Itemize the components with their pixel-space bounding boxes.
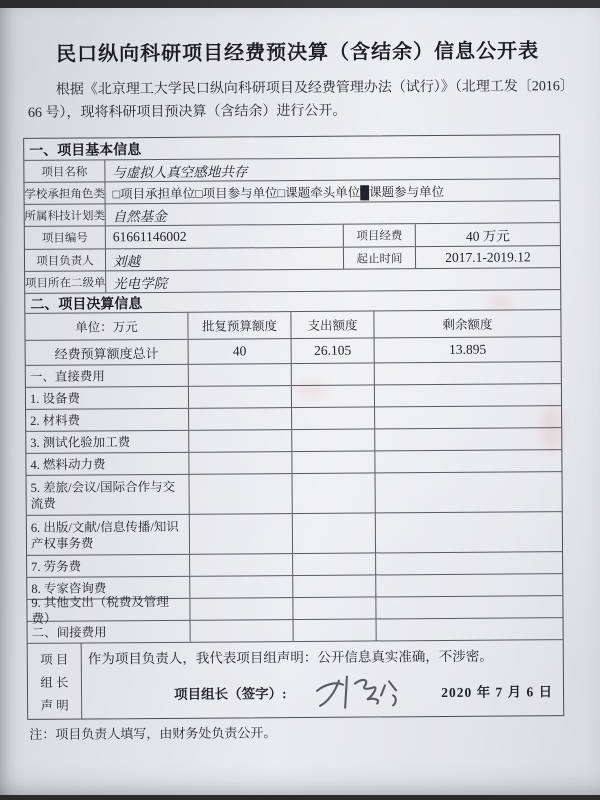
empty-spent-cell [291, 429, 374, 451]
empty-spent-cell [292, 473, 375, 513]
budget-total-remaining: 13.895 [374, 337, 561, 362]
empty-remaining-cell [375, 472, 562, 512]
project-leader-row [25, 245, 560, 271]
declaration-side-line: 组 长 [40, 675, 69, 690]
science-plan-label: 所属科技计划类 [24, 209, 105, 223]
expense-item-label: 5. 差旅/会议/国际合作与交流费 [30, 479, 176, 511]
project-code-label: 项目编号 [41, 232, 88, 245]
paper-sheet [0, 8, 600, 795]
signature-label: 项目组长（签字）: [173, 686, 287, 702]
intro-paragraph: 根据《北京理工大学民口纵向科研项目及经费管理办法（试行）》（北理工发〔2016〕66 号），现将科研项目预决算（含结余）进行公开。 [27, 79, 567, 121]
department-label: 项目所在二级单 [24, 276, 106, 290]
empty-approved-cell [189, 598, 292, 620]
disclosure-table [23, 134, 564, 720]
empty-spent-cell [291, 385, 374, 407]
expense-item-label: 4. 燃料动力费 [30, 456, 106, 472]
project-period-label: 起止时间 [343, 247, 415, 269]
empty-remaining-cell [375, 596, 562, 618]
expense-row-publication [27, 511, 562, 555]
empty-approved-cell [188, 386, 291, 408]
empty-spent-cell [291, 407, 374, 429]
signature-row [82, 672, 563, 711]
section1-header-row [24, 135, 559, 160]
expense-item-label: 二、间接费用 [31, 624, 107, 640]
declaration-row [28, 639, 564, 719]
empty-remaining-cell [376, 618, 563, 640]
section2-header-row [25, 289, 560, 313]
expense-row-fuel [26, 449, 561, 475]
signature-date: 2020 年 7 月 6 日 [441, 684, 554, 701]
empty-remaining-cell [375, 574, 562, 596]
expense-item-label: 7. 劳务费 [31, 559, 82, 574]
project-name-row [24, 156, 559, 182]
school-role-row [24, 178, 559, 204]
empty-spent-cell [292, 553, 375, 575]
expense-row-other [27, 594, 562, 626]
section1-header: 一、项目基本信息 [29, 140, 142, 158]
expense-item-label: 3. 测试化验加工费 [30, 434, 131, 450]
handwritten-signature-icon [312, 673, 407, 710]
expense-item-label: 6. 出版/文献/信息传播/知识产权事务费 [30, 519, 179, 551]
project-code-value: 61661146002 [105, 225, 343, 249]
column-approved-budget: 批复预算额度 [187, 312, 290, 339]
column-remaining: 剩余额度 [373, 310, 560, 337]
empty-spent-cell [291, 363, 374, 385]
project-code-row [25, 222, 560, 249]
expense-item-label: 8. 专家咨询费 [31, 580, 107, 596]
declaration-side-line: 声 明 [40, 698, 69, 713]
empty-approved-cell [189, 576, 292, 598]
school-role-label: 学校承担角色类 [24, 187, 105, 201]
empty-approved-cell [188, 364, 291, 386]
expense-row-direct [26, 361, 561, 387]
section2-header: 二、项目决算信息 [30, 294, 143, 312]
science-plan-value: 自然基金 [105, 201, 560, 225]
empty-spent-cell [291, 451, 374, 473]
project-fund-value: 40 万元 [415, 223, 560, 246]
expense-item-label: 1. 设备费 [29, 391, 81, 406]
empty-approved-cell [189, 474, 292, 514]
budget-column-header-row [25, 309, 560, 340]
department-row [25, 267, 560, 293]
project-leader-value: 刘越 [105, 248, 343, 271]
budget-total-row [26, 336, 561, 365]
empty-approved-cell [188, 452, 291, 474]
empty-spent-cell [292, 597, 375, 619]
expense-row-indirect [28, 617, 563, 643]
declaration-side-line: 项 目 [40, 652, 69, 667]
empty-approved-cell [189, 514, 292, 554]
expense-row-equipment [26, 383, 561, 409]
expense-item-label: 9. 其他支出（税费及管理费） [31, 594, 169, 626]
budget-total-label: 经费预算额度总计 [54, 345, 159, 362]
project-fund-label: 项目经费 [343, 224, 415, 247]
expense-row-testing [26, 427, 561, 453]
project-period-value: 2017.1-2019.12 [415, 246, 560, 268]
school-role-checkboxes: □项目承担单位□项目参与单位□课题牵头单位█课题参与单位 [104, 179, 559, 203]
footnote: 注：项目负责人填写，由财务处负责公开。 [29, 725, 277, 742]
empty-remaining-cell [374, 362, 561, 384]
declaration-statement: 作为项目负责人，我代表项目组声明：公开信息真实准确，不涉密。 [87, 648, 493, 667]
empty-approved-cell [188, 430, 291, 452]
empty-remaining-cell [374, 428, 561, 450]
form-content [0, 6, 600, 797]
empty-remaining-cell [375, 512, 562, 552]
empty-spent-cell [292, 513, 375, 553]
expense-item-label: 2. 材料费 [30, 413, 81, 428]
budget-total-approved: 40 [188, 339, 291, 364]
project-name-label: 项目名称 [41, 165, 88, 179]
project-leader-label: 项目负责人 [36, 254, 94, 268]
declaration-body [81, 640, 564, 718]
department-value: 光电学院 [105, 268, 560, 292]
empty-approved-cell [188, 408, 291, 430]
empty-approved-cell [189, 554, 292, 576]
expense-row-travel [27, 471, 562, 515]
expense-item-label: 一、直接费用 [29, 368, 105, 384]
empty-remaining-cell [374, 450, 561, 472]
empty-remaining-cell [374, 406, 561, 428]
column-unit: 单位：万元 [75, 320, 138, 335]
empty-remaining-cell [375, 552, 562, 574]
empty-spent-cell [292, 575, 375, 597]
column-spent: 支出额度 [290, 311, 373, 338]
form-title: 民口纵向科研项目经费预决算（含结余）信息公开表 [55, 40, 540, 66]
science-plan-row [25, 200, 560, 226]
empty-spent-cell [293, 619, 376, 641]
budget-total-spent: 26.105 [291, 338, 374, 363]
expense-row-materials [26, 405, 561, 431]
declaration-side-label [28, 644, 82, 719]
expense-row-labor [27, 551, 562, 577]
empty-remaining-cell [374, 384, 561, 406]
project-name-value: 与虚拟人真空感地共存 [104, 157, 559, 181]
empty-approved-cell [190, 620, 293, 642]
